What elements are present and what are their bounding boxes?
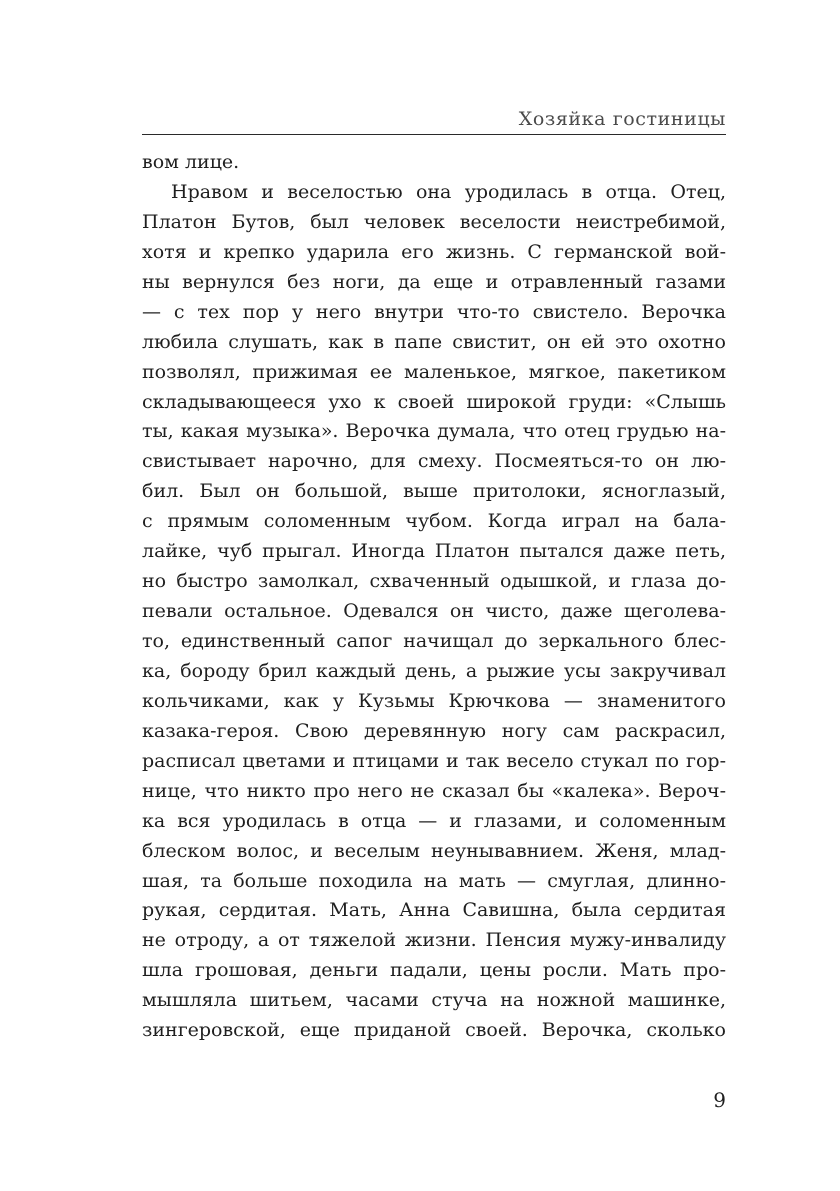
- page-number: 9: [713, 1088, 726, 1112]
- body-text: [142, 148, 726, 1046]
- text-line: ты, какая музыка». Верочка думала, что отец грудью на-: [142, 420, 726, 443]
- text-line: кольчиками, как у Кузьмы Крючкова — знаменитого: [142, 689, 726, 712]
- text-line: певали остальное. Одевался он чисто, даже щеголева-: [142, 600, 726, 623]
- text-line: вом лице.: [142, 151, 240, 173]
- text-line: Платон Бутов, был человек веселости неистребимой,: [142, 210, 726, 233]
- text-line: ка, бороду брил каждый день, а рыжие усы закручивал: [142, 659, 726, 682]
- text-line: складывающееся ухо к своей широкой груди: «Слышь: [142, 390, 726, 413]
- running-head: Хозяйка гостиницы: [518, 108, 726, 130]
- text-line: блеском волос, и веселым неунывавнием. Женя, млад-: [142, 839, 726, 862]
- text-line: шая, та больше походила на мать — смуглая, длинно-: [142, 869, 726, 892]
- text-line: — с тех пор у него внутри что-то свистело. Верочка: [142, 300, 726, 323]
- text-line: мышляла шитьем, часами стуча на ножной машинке,: [142, 989, 726, 1012]
- text-line: но быстро замолкал, схваченный одышкой, и глаза до-: [142, 570, 726, 593]
- text-line: лайке, чуб прыгал. Иногда Платон пытался даже петь,: [142, 540, 726, 563]
- text-line: ка вся уродилась в отца — и глазами, и соломенным: [142, 809, 726, 832]
- text-line: казака-героя. Свою деревянную ногу сам раскрасил,: [142, 719, 726, 742]
- text-line: нице, что никто про него не сказал бы «калека». Вероч-: [142, 779, 726, 802]
- text-line: шла грошовая, деньги падали, цены росли. Мать про-: [142, 959, 726, 982]
- text-line: не отроду, а от тяжелой жизни. Пенсия мужу-инвалиду: [142, 929, 726, 952]
- text-line: бил. Был он большой, выше притолоки, ясноглазый,: [142, 480, 726, 503]
- text-line: с прямым соломенным чубом. Когда играл на бала-: [142, 510, 726, 533]
- text-line: то, единственный сапог начищал до зеркального блес-: [142, 630, 726, 652]
- text-line: зингеровской, еще приданой своей. Верочка, сколько: [142, 1019, 726, 1042]
- text-line: свистывает нарочно, для смеху. Посмеяться-то он лю-: [142, 450, 726, 473]
- text-line: рукая, сердитая. Мать, Анна Савишна, была сердитая: [142, 899, 726, 922]
- text-line: расписал цветами и птицами и так весело стукал по гор-: [142, 749, 726, 772]
- header-rule: [142, 134, 726, 135]
- text-line: позволял, прижимая ее маленькое, мягкое, пакетиком: [142, 360, 726, 383]
- text-line: Нравом и веселостью она уродилась в отца. Отец,: [171, 180, 726, 203]
- text-line: любила слушать, как в папе свистит, он ей это охотно: [142, 330, 726, 353]
- text-line: хотя и крепко ударила его жизнь. С германской вой-: [142, 240, 726, 263]
- text-line: ны вернулся без ноги, да еще и отравленный газами: [142, 270, 726, 293]
